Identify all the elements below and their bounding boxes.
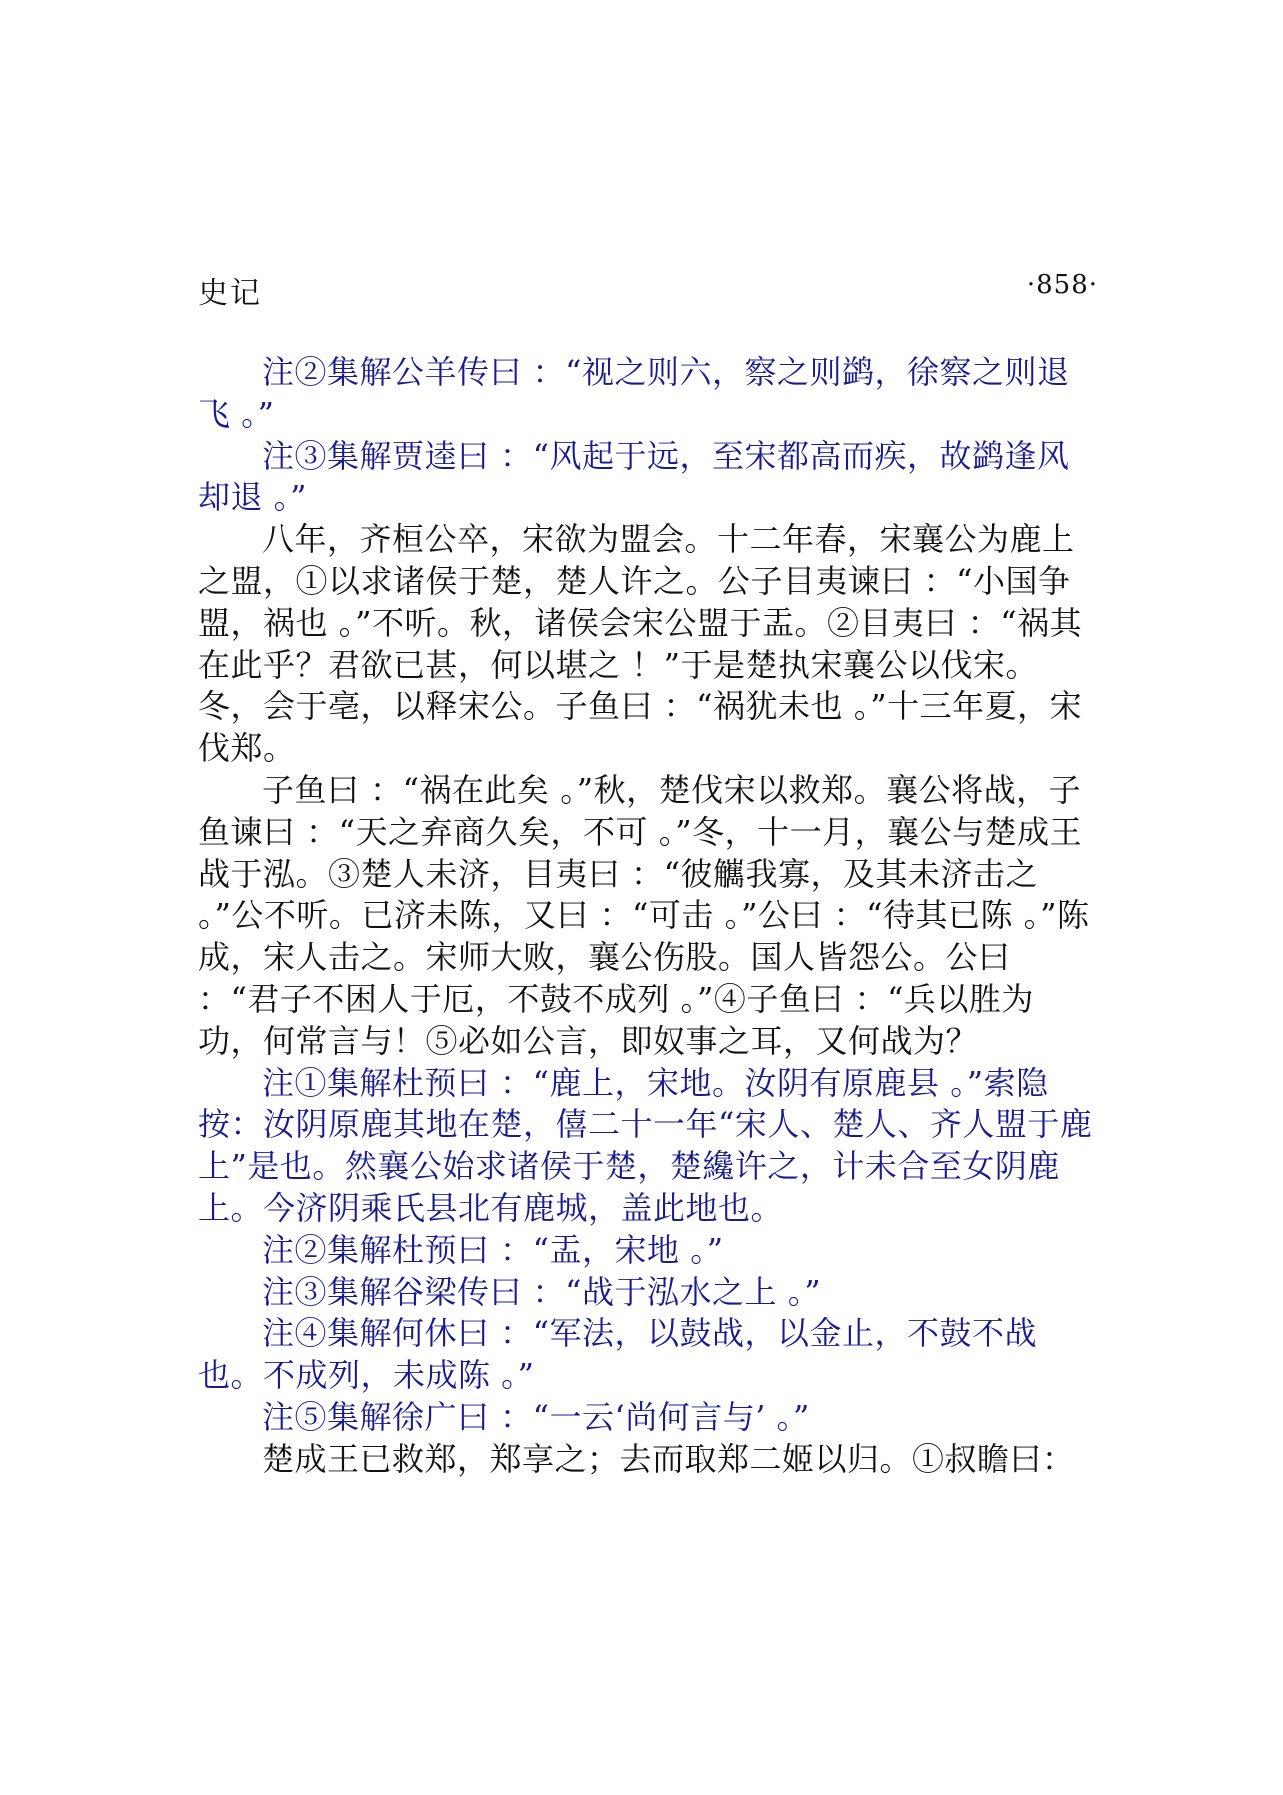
page-header <box>198 268 1098 312</box>
annotation-paragraph: 注③集解贾逵曰 ：“风起于远，至宋都高而疾，故鹢逢风却退 。” <box>198 436 1070 517</box>
page-number: ·858· <box>1026 270 1098 300</box>
annotation-paragraph: 注②集解杜预曰 ：“盂，宋地 。” <box>262 1230 724 1269</box>
main-paragraph: 子鱼曰 ：“祸在此矣 。”秋，楚伐宋以救郑。襄公将战，子鱼谏曰 ：“天之弃商久矣，不可 。”冬，十一月，襄公与楚成王战于泓。③楚人未济，目夷曰 ：“彼觽我寡，及其未济击之 。”公不听。已济未陈，又曰 ：“可击 。”公曰 ：“待其已陈 。”陈成，宋人击之。宋师大败，襄公伤股。国人皆怨公。公曰 ：“君子不困人于厄，不鼓不成列 。”④子鱼曰 ：“兵以胜为功，何常言与！⑤必如公言，即奴事之耳，又何战为？ <box>198 770 1090 1060</box>
annotation-paragraph: 注③集解谷梁传曰 ：“战于泓水之上 。” <box>262 1272 822 1311</box>
annotation-paragraph: 注②集解公羊传曰 ：“视之则六，察之则鹢，徐察之则退飞 。” <box>198 353 1070 433</box>
main-paragraph: 楚成王已救郑，郑享之；去而取郑二姬以归。①叔瞻曰： <box>262 1439 1075 1478</box>
book-title: 史记 <box>198 276 262 311</box>
annotation-paragraph: 注⑤集解徐广曰 ：“一云‘尚何言与’ 。” <box>262 1397 810 1436</box>
annotation-paragraph: 注④集解何休曰 ：“军法，以鼓战，以金止，不鼓不战也。不成列，未成陈 。” <box>198 1314 1038 1395</box>
body-text <box>198 352 1098 1481</box>
annotation-paragraph: 注①集解杜预曰 ：“鹿上，宋地。汝阴有原鹿县 。”索隐按：汝阴原鹿其地在楚，僖二十一年“宋人、楚人、齐人盟于鹿上”是也。然襄公始求诸侯于楚，楚纔许之，计未合至女阴鹿上。今济阴乘氏县北有鹿城，盖此地也。 <box>198 1063 1093 1227</box>
main-paragraph: 八年，齐桓公卒，宋欲为盟会。十二年春，宋襄公为鹿上之盟，①以求诸侯于楚，楚人许之。公子目夷谏曰 ：“小国争盟，祸也 。”不听。秋，诸侯会宋公盟于盂。②目夷曰 ：“祸其在此乎？君欲已甚，何以堪之 ！”于是楚执宋襄公以伐宋。冬，会于亳，以释宋公。子鱼曰 ：“祸犹未也 。”十三年夏，宋伐郑。 <box>198 520 1083 768</box>
